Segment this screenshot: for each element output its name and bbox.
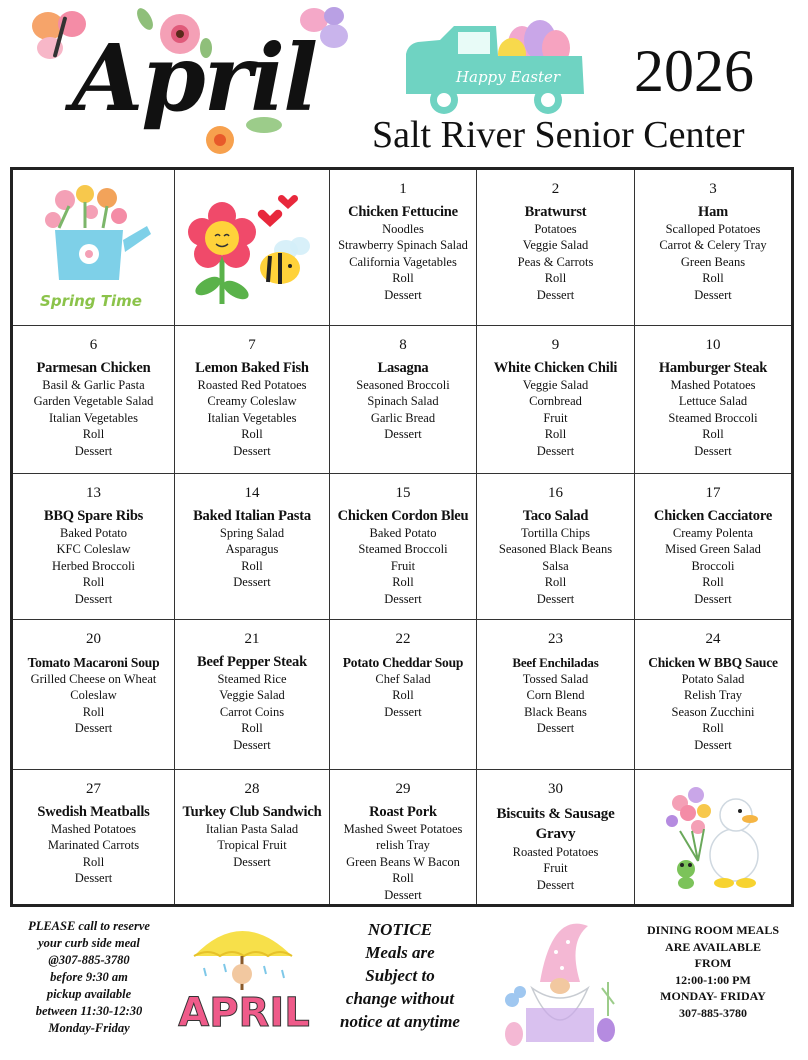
entree: Tomato Macaroni Soup xyxy=(27,655,160,670)
center-name: Salt River Senior Center xyxy=(372,114,745,156)
side-item: Roll xyxy=(241,558,263,573)
side-item: Tropical Fruit xyxy=(217,838,287,853)
day-number: 13 xyxy=(86,485,101,501)
reserve-line: before 9:30 am xyxy=(50,970,128,984)
side-item: Veggie Salad xyxy=(522,378,589,392)
dining-line: ARE AVAILABLE xyxy=(665,939,761,954)
notice-line: change without xyxy=(345,989,455,1008)
side-item: Mised Green Salad xyxy=(665,542,761,557)
day-number: 3 xyxy=(709,181,717,197)
side-item: Basil & Garlic Pasta xyxy=(42,378,145,392)
side-item: Chef Salad xyxy=(375,672,431,686)
gnome-icon xyxy=(496,912,622,1052)
spring-time-cell xyxy=(13,170,175,326)
side-item: Roll xyxy=(702,427,724,442)
dining-info xyxy=(630,922,796,1021)
side-item: Salsa xyxy=(542,558,569,573)
watering-can-icon xyxy=(29,180,159,316)
side-item: Seasoned Black Beans xyxy=(498,542,613,557)
entree: Chicken W BBQ Sauce xyxy=(648,655,778,670)
side-item: Dessert xyxy=(694,287,732,302)
side-item: Dessert xyxy=(694,737,732,752)
dining-line: DINING ROOM MEALS xyxy=(646,923,779,937)
entree: Baked Italian Pasta xyxy=(193,508,311,524)
side-item: Roll xyxy=(702,721,724,736)
day-number: 7 xyxy=(248,337,256,353)
side-item: Roll xyxy=(82,575,105,590)
day-number: 17 xyxy=(705,485,721,501)
side-item: Dessert xyxy=(384,887,422,902)
day-cell xyxy=(635,170,791,326)
entree: Bratwurst xyxy=(524,204,587,220)
side-item: Roll xyxy=(392,271,414,286)
side-item: Italian Vegetables xyxy=(207,410,297,425)
side-item: Fruit xyxy=(390,558,416,573)
side-item: Steamed Rice xyxy=(217,672,287,686)
side-item: Roll xyxy=(544,427,567,442)
entree: BBQ Spare Ribs xyxy=(43,508,144,524)
side-item: Dessert xyxy=(384,591,422,606)
side-item: Veggie Salad xyxy=(219,688,285,703)
entree: Roast Pork xyxy=(369,804,437,820)
day-cell xyxy=(635,620,791,770)
dining-line: 307-885-3780 xyxy=(679,1005,747,1020)
duck-bouquet-cell xyxy=(635,770,791,904)
side-item: Lettuce Salad xyxy=(678,394,748,409)
day-cell xyxy=(175,620,330,770)
day-cell xyxy=(330,474,477,620)
side-item: Dessert xyxy=(74,443,113,458)
side-item: Dessert xyxy=(536,287,575,302)
side-item: California Vagetables xyxy=(349,254,457,269)
side-item: Mashed Potatoes xyxy=(50,822,137,836)
truck-text: Happy Easter xyxy=(455,68,561,86)
side-item: Dessert xyxy=(536,591,575,606)
side-item: Italian Vegetables xyxy=(49,410,138,425)
spring-time-text: Spring Time xyxy=(39,291,142,310)
side-item: Creamy Coleslaw xyxy=(207,394,297,409)
reserve-line: between 11:30-12:30 xyxy=(35,1004,143,1018)
flower-bee-cell xyxy=(175,170,330,326)
side-item: Dessert xyxy=(384,287,422,302)
side-item: Grilled Cheese on Wheat xyxy=(30,672,157,686)
day-cell xyxy=(330,326,477,474)
entree: Turkey Club Sandwich xyxy=(182,804,322,820)
side-item: Herbed Broccoli xyxy=(52,558,135,573)
side-item: Dessert xyxy=(74,591,113,606)
entree: Swedish Meatballs xyxy=(37,804,150,820)
side-item: Garden Vegetable Salad xyxy=(33,394,154,409)
day-cell xyxy=(13,770,175,904)
side-item: Season Zucchini xyxy=(671,704,755,719)
day-cell xyxy=(477,326,635,474)
easter-truck-icon xyxy=(400,14,590,118)
side-item: Seasoned Broccoli xyxy=(356,378,450,392)
dining-line: MONDAY- FRIDAY xyxy=(660,989,766,1003)
side-item: Scalloped Potatoes xyxy=(665,222,761,236)
day-number: 16 xyxy=(548,485,563,501)
side-item: Dessert xyxy=(233,575,271,590)
april-umbrella-art xyxy=(164,912,324,1036)
day-number: 29 xyxy=(395,781,411,797)
side-item: Dessert xyxy=(536,721,575,736)
side-item: Coleslaw xyxy=(70,688,117,703)
side-item: Broccoli xyxy=(691,558,735,573)
side-item: Dessert xyxy=(233,443,271,458)
entree: Taco Salad xyxy=(522,508,589,524)
month-title: April xyxy=(72,24,317,132)
day-cell xyxy=(330,170,477,326)
day-cell xyxy=(13,474,175,620)
day-number: 14 xyxy=(244,485,260,501)
side-item: Spring Salad xyxy=(219,526,285,540)
day-cell xyxy=(330,770,477,904)
day-cell xyxy=(635,474,791,620)
side-item: Potato Salad xyxy=(681,672,745,686)
side-item: Dessert xyxy=(536,443,575,458)
entree: Ham xyxy=(697,204,728,220)
duck-bouquet-icon xyxy=(658,781,768,893)
side-item: Carrot Coins xyxy=(219,704,285,719)
side-item: Noodles xyxy=(382,222,424,236)
header xyxy=(0,0,808,165)
day-number: 27 xyxy=(86,781,101,797)
side-item: Strawberry Spinach Salad xyxy=(338,238,468,253)
day-number: 28 xyxy=(244,781,260,797)
day-number: 20 xyxy=(86,631,101,647)
notice-line: Subject to xyxy=(365,966,435,985)
day-number: 1 xyxy=(399,181,407,197)
side-item: Baked Potato xyxy=(369,526,437,540)
side-item: Relish Tray xyxy=(683,688,742,703)
side-item: Potatoes xyxy=(534,222,577,236)
side-item: Dessert xyxy=(384,704,422,719)
entree: Potato Cheddar Soup xyxy=(342,655,464,670)
side-item: Green Beans W Bacon xyxy=(346,854,460,869)
day-cell xyxy=(13,620,175,770)
side-item: Roll xyxy=(241,721,263,736)
side-item: Spinach Salad xyxy=(367,394,439,409)
side-item: Dessert xyxy=(74,871,113,886)
side-item: Roll xyxy=(82,704,105,719)
side-item: Roasted Red Potatoes xyxy=(197,378,307,392)
day-number: 15 xyxy=(395,485,411,501)
side-item: Roll xyxy=(544,271,567,286)
dining-line: 12:00-1:00 PM xyxy=(675,972,751,987)
day-number: 30 xyxy=(548,781,563,797)
side-item: Roll xyxy=(544,575,567,590)
day-cell xyxy=(330,620,477,770)
side-item: Black Beans xyxy=(524,704,587,719)
side-item: Roll xyxy=(392,688,414,703)
day-cell xyxy=(13,326,175,474)
side-item: Roll xyxy=(392,871,414,886)
reserve-line: your curb side meal xyxy=(38,936,140,950)
side-item: Tortilla Chips xyxy=(521,526,590,540)
side-item: Roll xyxy=(241,427,263,442)
day-number: 8 xyxy=(399,337,407,353)
side-item: Cornbread xyxy=(529,394,582,409)
notice xyxy=(330,918,470,1033)
entree: Beef Pepper Steak xyxy=(197,654,307,670)
side-item: Creamy Polenta xyxy=(672,526,754,540)
entree: Lasagna xyxy=(377,360,429,376)
day-number: 23 xyxy=(548,631,563,647)
side-item: Mashed Potatoes xyxy=(670,378,756,392)
day-cell xyxy=(477,620,635,770)
side-item: Dessert xyxy=(233,854,271,869)
dining-line: FROM xyxy=(694,956,732,970)
entree: Biscuits & Sausage Gravy xyxy=(496,806,615,842)
side-item: Marinated Carrots xyxy=(47,838,140,853)
notice-line: NOTICE xyxy=(367,920,433,939)
reserve-line: @307-885-3780 xyxy=(48,953,130,967)
notice-line: Meals are xyxy=(365,943,435,962)
notice-line: notice at anytime xyxy=(340,1012,460,1031)
side-item: Roll xyxy=(82,854,105,869)
side-item: Steamed Broccoli xyxy=(358,542,448,557)
day-cell xyxy=(175,474,330,620)
day-number: 24 xyxy=(705,631,721,647)
entree: White Chicken Chili xyxy=(493,360,618,376)
side-item: Dessert xyxy=(536,877,575,892)
day-cell xyxy=(477,474,635,620)
entree: Lemon Baked Fish xyxy=(195,360,309,376)
day-cell xyxy=(477,770,635,904)
reserve-line: Monday-Friday xyxy=(48,1021,130,1035)
side-item: Roll xyxy=(702,271,724,286)
day-cell xyxy=(175,770,330,904)
side-item: Corn Blend xyxy=(526,688,585,703)
side-item: Dessert xyxy=(694,443,732,458)
day-cell xyxy=(477,170,635,326)
day-number: 6 xyxy=(89,337,98,353)
entree: Chicken Cacciatore xyxy=(653,508,773,524)
reserve-instructions xyxy=(14,918,164,1037)
entree: Chicken Cordon Bleu xyxy=(337,508,469,524)
reserve-line: PLEASE call to reserve xyxy=(28,919,150,933)
side-item: Dessert xyxy=(74,721,113,736)
side-item: Roasted Potatoes xyxy=(512,845,599,859)
calendar-grid xyxy=(10,167,794,907)
entree: Parmesan Chicken xyxy=(36,360,151,376)
side-item: Fruit xyxy=(543,410,568,425)
side-item: relish Tray xyxy=(376,838,430,853)
april-art-text: APRIL xyxy=(178,990,310,1036)
day-cell xyxy=(635,326,791,474)
day-cell xyxy=(175,326,330,474)
entree: Chicken Fettucine xyxy=(348,204,458,220)
side-item: Dessert xyxy=(694,591,732,606)
side-item: Dessert xyxy=(384,427,422,442)
day-number: 2 xyxy=(551,181,560,197)
side-item: Fruit xyxy=(543,861,568,876)
side-item: Roll xyxy=(82,427,105,442)
side-item: Green Beans xyxy=(680,254,746,269)
side-item: Peas & Carrots xyxy=(517,254,594,269)
side-item: Mashed Sweet Potatoes xyxy=(343,822,463,836)
side-item: Carrot & Celery Tray xyxy=(659,238,767,253)
side-item: Baked Potato xyxy=(59,526,127,540)
side-item: Roll xyxy=(392,575,414,590)
day-number: 10 xyxy=(705,337,721,353)
side-item: Asparagus xyxy=(225,542,279,557)
day-number: 21 xyxy=(244,631,260,647)
entree: Beef Enchiladas xyxy=(512,655,599,670)
flower-and-bee-icon xyxy=(182,186,322,310)
side-item: Tossed Salad xyxy=(522,672,589,686)
side-item: Italian Pasta Salad xyxy=(205,822,299,836)
side-item: Veggie Salad xyxy=(522,238,589,253)
entree: Hamburger Steak xyxy=(658,360,768,376)
reserve-line: pickup available xyxy=(46,987,132,1001)
day-number: 22 xyxy=(395,631,411,647)
year: 2026 xyxy=(634,38,754,104)
day-number: 9 xyxy=(551,337,560,353)
side-item: KFC Coleslaw xyxy=(56,542,131,557)
side-item: Roll xyxy=(702,575,724,590)
side-item: Garlic Bread xyxy=(370,410,436,425)
side-item: Dessert xyxy=(233,737,271,752)
side-item: Steamed Broccoli xyxy=(668,410,758,425)
